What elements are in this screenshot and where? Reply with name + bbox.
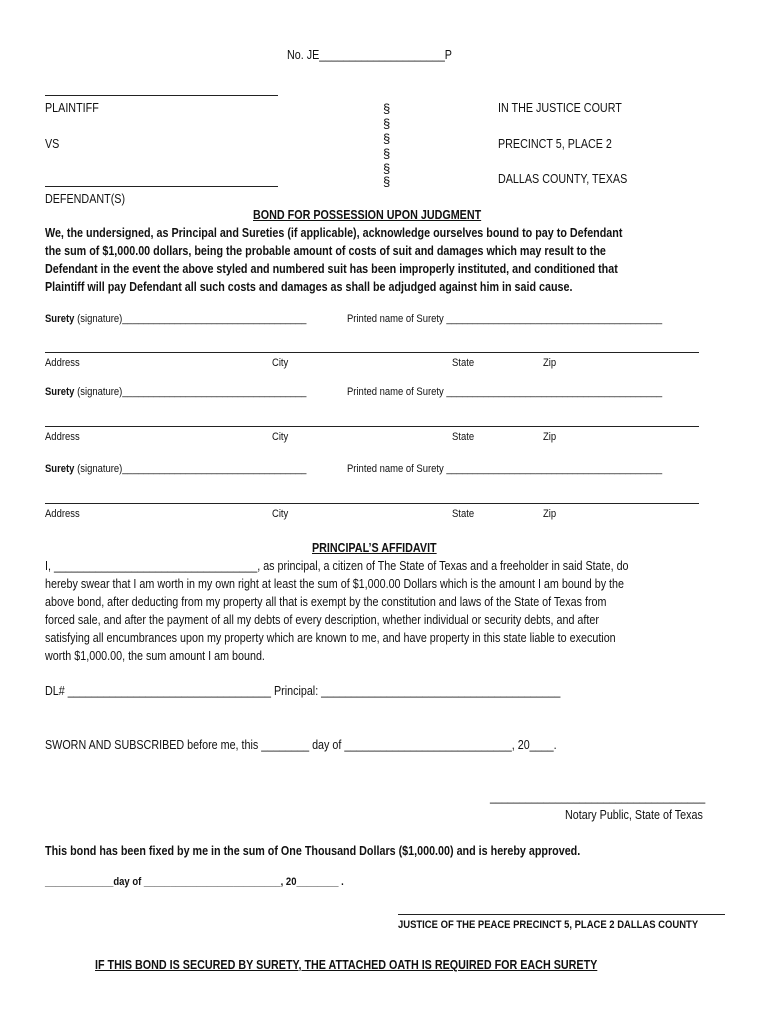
surety-signature-label: (signature)___________________________________	[74, 386, 307, 398]
zip-label: Zip	[543, 431, 557, 443]
court-line-2: PRECINCT 5, PLACE 2	[498, 137, 612, 151]
section-mark: §	[383, 101, 391, 116]
surety-label: Surety	[45, 463, 75, 475]
surety-signature-row	[45, 463, 306, 475]
affidavit-title: PRINCIPAL’S AFFIDAVIT	[312, 541, 437, 555]
bond-text-line: Defendant in the event the above styled and numbered suit has been improperly instituted, and conditioned that	[45, 262, 618, 276]
surety-oath-notice: IF THIS BOND IS SECURED BY SURETY, THE ATTACHED OATH IS REQUIRED FOR EACH SURETY	[95, 958, 598, 972]
defendant-blank-line	[45, 186, 278, 187]
state-label: State	[452, 431, 475, 443]
zip-label: Zip	[543, 508, 557, 520]
address-label: Address	[45, 357, 80, 369]
dl-principal-line: DL# __________________________________ Principal: ________________________________________	[45, 684, 561, 698]
surety-signature-label: (signature)___________________________________	[74, 463, 307, 475]
surety-printed-name: Printed name of Surety _________________________________________	[347, 386, 663, 398]
section-mark: §	[383, 161, 391, 176]
surety-label: Surety	[45, 313, 75, 325]
approval-text: This bond has been fixed by me in the sum of One Thousand Dollars ($1,000.00) and is hereby approved.	[45, 844, 581, 858]
address-label: Address	[45, 431, 80, 443]
state-label: State	[452, 508, 475, 520]
address-blank-line	[45, 352, 699, 353]
surety-signature-row	[45, 386, 306, 398]
justice-label: JUSTICE OF THE PEACE PRECINCT 5, PLACE 2 DALLAS COUNTY	[398, 919, 699, 931]
address-blank-line	[45, 426, 699, 427]
city-label: City	[272, 431, 289, 443]
case-number: No. JE_____________________P	[287, 48, 452, 62]
surety-signature-row	[45, 313, 306, 325]
surety-signature-label: (signature)___________________________________	[74, 313, 307, 325]
section-mark: §	[383, 174, 391, 189]
address-blank-line	[45, 503, 699, 504]
affidavit-text-line: above bond, after deducting from my property all that is exempt by the constitution and laws of the State of Texas from	[45, 595, 607, 609]
vs-label: VS	[45, 137, 60, 151]
bond-title: BOND FOR POSSESSION UPON JUDGMENT	[253, 208, 482, 222]
state-label: State	[452, 357, 475, 369]
notary-signature-blank: ____________________________________	[490, 790, 706, 804]
address-label: Address	[45, 508, 80, 520]
justice-signature-line	[398, 914, 725, 915]
approval-date-line: _____________day of __________________________, 20________ .	[45, 876, 344, 888]
sworn-line: SWORN AND SUBSCRIBED before me, this ________ day of ____________________________, 20____.	[45, 738, 557, 752]
surety-printed-name: Printed name of Surety _________________________________________	[347, 313, 663, 325]
section-mark: §	[383, 131, 391, 146]
notary-label: Notary Public, State of Texas	[565, 808, 703, 822]
defendant-label: DEFENDANT(S)	[45, 192, 126, 206]
affidavit-text-line: hereby swear that I am worth in my own right at least the sum of $1,000.00 Dollars which is the amount I am bound by the	[45, 577, 625, 591]
affidavit-text-line: forced sale, and after the payment of all my debts of every description, whether individual or security debts, and after	[45, 613, 599, 627]
court-line-1: IN THE JUSTICE COURT	[498, 101, 622, 115]
surety-label: Surety	[45, 386, 75, 398]
court-line-3: DALLAS COUNTY, TEXAS	[498, 172, 628, 186]
plaintiff-label: PLAINTIFF	[45, 101, 99, 115]
section-mark: §	[383, 116, 391, 131]
affidavit-text-line: satisfying all encumbrances upon my property which are known to me, and have property in this state liable to execution	[45, 631, 616, 645]
section-mark: §	[383, 146, 391, 161]
affidavit-text-line: worth $1,000.00, the sum amount I am bound.	[45, 649, 265, 663]
zip-label: Zip	[543, 357, 557, 369]
bond-text-line: Plaintiff will pay Defendant all such costs and damages as shall be adjudged against him in said cause.	[45, 280, 573, 294]
bond-text-line: the sum of $1,000.00 dollars, being the probable amount of costs of suit and damages which may result to the	[45, 244, 606, 258]
city-label: City	[272, 357, 289, 369]
affidavit-text-line: I, __________________________________, as principal, a citizen of The State of Texas and a freeholder in said State, do	[45, 559, 629, 573]
city-label: City	[272, 508, 289, 520]
plaintiff-blank-line	[45, 95, 278, 96]
bond-text-line: We, the undersigned, as Principal and Sureties (if applicable), acknowledge ourselves bound to pay to Defendant	[45, 226, 623, 240]
surety-printed-name: Printed name of Surety _________________________________________	[347, 463, 663, 475]
